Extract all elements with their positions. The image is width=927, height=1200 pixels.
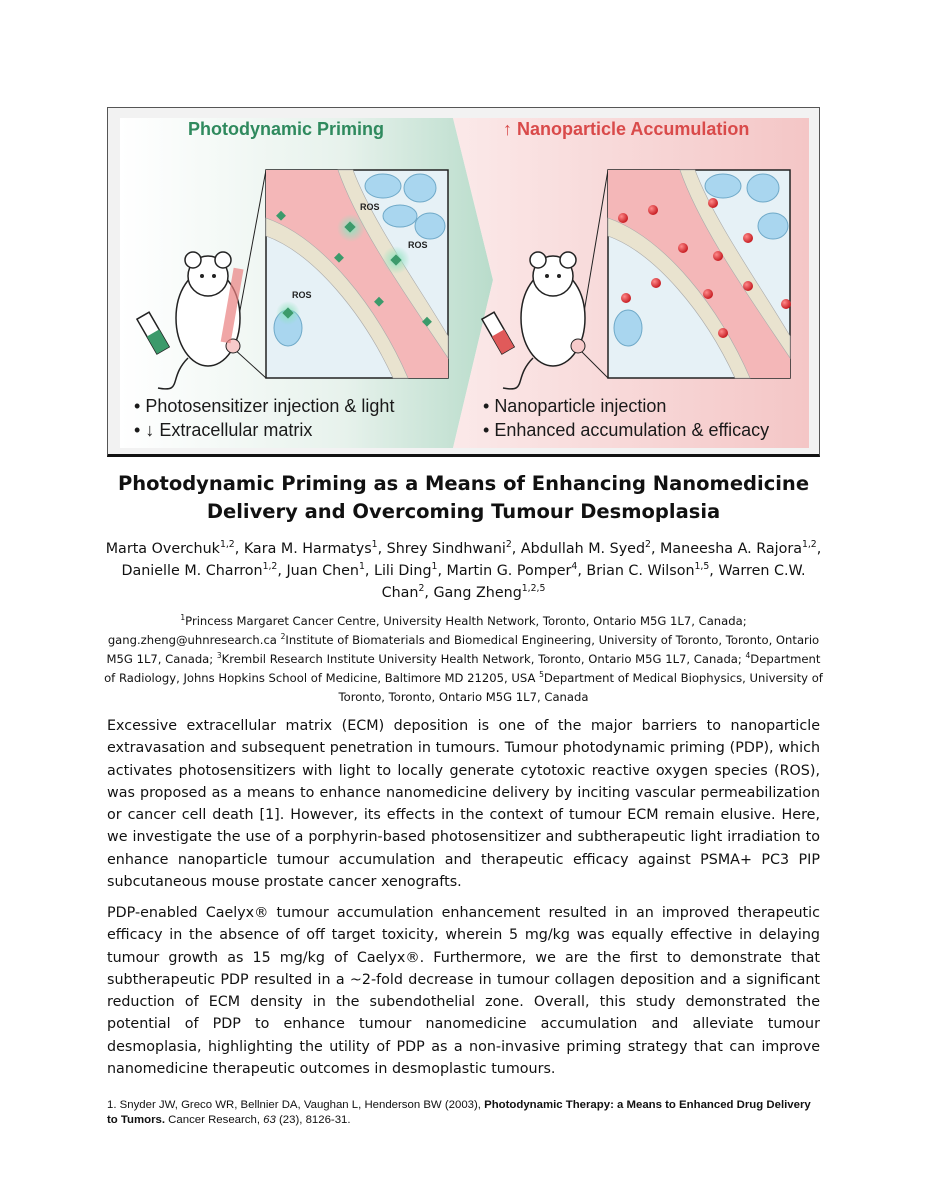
left-tissue-zoom (233, 170, 448, 378)
affiliation-number: 1 (180, 613, 186, 623)
author-affiliation-mark: 4 (571, 561, 578, 573)
author-name: Juan Chen (286, 563, 359, 579)
graphical-abstract (107, 107, 820, 457)
author-affiliation-mark: 1,2 (801, 539, 817, 551)
author (244, 541, 378, 557)
reference-authors: 1. Snyder JW, Greco WR, Bellnier DA, Vaughan L, Henderson BW (2003), (107, 1099, 485, 1111)
affiliation-number: 4 (745, 651, 751, 661)
author (521, 541, 651, 557)
figure-right-heading: ↑ Nanoparticle Accumulation (503, 119, 750, 139)
author-affiliation-mark: 1 (371, 539, 378, 551)
figure-bullet: • ↓ Extracellular matrix (134, 418, 394, 442)
abstract-paragraph: PDP-enabled Caelyx® tumour accumulation enhancement resulted in an improved therapeutic efficacy in the absence of off target toxicity, wherein 5 mg/kg was equally effective in delaying tumour growth as 15 mg/kg of Caelyx®. Furthermore, we are the first to demonstrate that subtherapeutic PDP resulted in a ~2-fold decrease in tumour collagen deposition and a significant reduction of ECM density in the subendothelial zone. Overall, this study demonstrated the potential of PDP to enhance tumour nanomedicine accumulation and alleviate tumour desmoplasia, highlighting the utility of PDP as a non-invasive priming strategy that can improve nanomedicine therapeutic outcomes in desmoplastic tumours. (107, 905, 820, 1078)
author (447, 563, 578, 579)
right-tissue-zoom (578, 170, 791, 378)
paper-title-line: Delivery and Overcoming Tumour Desmoplasia (206, 500, 721, 523)
author-affiliation-mark: 2 (505, 539, 512, 551)
author-affiliation-mark: 2 (418, 583, 425, 595)
author-list: Marta Overchuk$^{1,2}$, Kara M. Harmatys$^1$, Shrey Sindhwani$^2$, Abdullah M. Syed$^2$, Maneesha A. Rajora$^{1,2}$, Danielle M. Charron$^{1,2}$, Juan Chen$^1$, Lili Ding$^1$, Martin G. Pomper$^4$, Brian C. Wilson$^{1,5}$, Warren C.W. Chan$^2$, Gang Zheng$^{1,2,5}$ (105, 539, 822, 601)
author (660, 541, 817, 557)
author-name: Warren C.W. Chan (381, 563, 806, 601)
author-name: Maneesha A. Rajora (660, 541, 802, 557)
author-name: Danielle M. Charron (121, 563, 263, 579)
affiliation-number: 2 (280, 632, 286, 642)
reference-journal: Cancer Research, (165, 1114, 264, 1126)
author-name: Shrey Sindhwani (386, 541, 506, 557)
affiliation (217, 652, 742, 666)
affiliation-text: Princess Margaret Cancer Centre, University Health Network, Toronto, Ontario M5G 1L7, Canada; gang.zheng@uhnresearch.ca (107, 614, 747, 647)
ros-label: ROS (408, 240, 428, 250)
author-name: Marta Overchuk (105, 541, 220, 557)
author-name: Lili Ding (373, 563, 432, 579)
reference-pages: (23), 8126-31. (275, 1114, 351, 1126)
affiliation-text: Institute of Biomaterials and Biomedical Engineering, University of Toronto, Toronto, Ontario M5G 1L7, Canada; (106, 633, 820, 666)
author-affiliation-mark: 1,2,5 (521, 583, 546, 595)
author (374, 563, 437, 579)
paper-title-line: Photodynamic Priming as a Means of Enhancing Nanomedicine (117, 472, 810, 495)
figure-left-bullets (134, 394, 394, 442)
author (121, 563, 277, 579)
author-affiliation-mark: 1 (358, 561, 365, 573)
affiliation-list (100, 612, 827, 707)
affiliation-text: Department of Medical Biophysics, University of Toronto, Toronto, Ontario M5G 1L7, Canada (338, 671, 823, 704)
figure-left-heading: Photodynamic Priming (188, 119, 385, 139)
author (433, 585, 545, 601)
author (286, 563, 364, 579)
author-name: Brian C. Wilson (586, 563, 695, 579)
affiliation-number: 5 (539, 670, 544, 680)
author-name: Abdullah M. Syed (520, 541, 646, 557)
author-affiliation-mark: 2 (645, 539, 651, 551)
author (586, 563, 709, 579)
paper-title (100, 470, 827, 526)
ros-label: ROS (292, 290, 312, 300)
author-affiliation-mark: 1,2 (219, 539, 235, 551)
reference-entry (107, 1098, 820, 1128)
author (106, 541, 235, 557)
author-name: Martin G. Pomper (446, 563, 572, 579)
figure-bullet: • Enhanced accumulation & efficacy (483, 418, 769, 442)
figure-bullet: • Nanoparticle injection (483, 394, 769, 418)
ros-label: ROS (360, 202, 380, 212)
abstract-paragraph: Excessive extracellular matrix (ECM) deposition is one of the major barriers to nanoparticle extravasation and subsequent penetration in tumours. Tumour photodynamic priming (PDP), which activates photosensitizers with light to locally generate cytotoxic reactive oxygen species (ROS), was proposed as a means to enhance nanomedicine delivery by inciting vascular permeabilization or cancer cell death [1]. However, its effects in the context of tumour ECM remain elusive. Here, we investigate the use of a porphyrin-based photosensitizer and subtherapeutic light irradiation to enhance nanoparticle tumour accumulation and therapeutic efficacy against PSMA+ PC3 PIP subcutaneous mouse prostate cancer xenografts. (107, 718, 820, 891)
figure-bullet: • Photosensitizer injection & light (134, 394, 394, 418)
affiliation-number: 3 (216, 651, 222, 661)
figure-right-bullets (483, 394, 769, 442)
affiliation-text: Department of Radiology, Johns Hopkins School of Medicine, Baltimore MD 21205, USA (104, 652, 821, 685)
author-affiliation-mark: 1 (431, 561, 438, 573)
reference-title: Photodynamic Therapy: a Means to Enhanced Drug Delivery to Tumors. (107, 1099, 811, 1126)
author-name: Kara M. Harmatys (243, 541, 372, 557)
reference-volume: 63 (263, 1114, 276, 1126)
author-name: Gang Zheng (433, 585, 522, 601)
affiliation-text: Krembil Research Institute University Health Network, Toronto, Ontario M5G 1L7, Canada; (221, 652, 742, 666)
author (387, 541, 512, 557)
author-affiliation-mark: 1,5 (694, 561, 710, 573)
author-affiliation-mark: 1,2 (262, 561, 278, 573)
